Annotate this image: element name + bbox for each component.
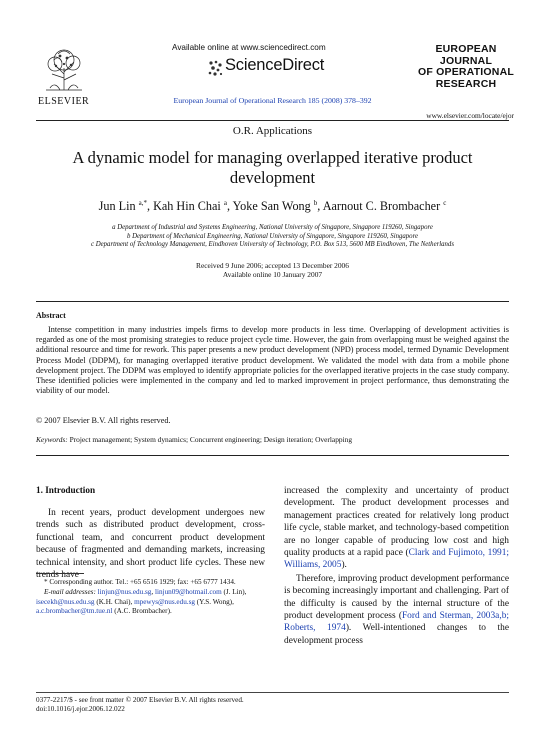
footer-divider (36, 692, 509, 693)
journal-name-line-2: JOURNAL (439, 54, 493, 67)
abstract-top-divider (36, 301, 509, 302)
email-owner-3: (Y.S. Wong), (196, 597, 234, 606)
intro-paragraph-1-text: In recent years, product development undergoes new trends such as distributed product development, cross-functional team, and concurrent product development because of fragmented and demanding markets, increasing technical intensity, and short product life cycles. These new trends have (36, 508, 265, 581)
email-link-5[interactable]: a.c.brombacher@tm.tue.nl (36, 607, 113, 616)
journal-name-line-1: EUROPEAN (435, 43, 497, 55)
intro-paragraph-1 (36, 507, 265, 581)
journal-url[interactable]: www.elsevier.com/locate/ejor (426, 111, 514, 120)
available-date: Available online 10 January 2007 (222, 270, 323, 279)
affiliation-c: c Department of Technology Management, Eindhoven University of Technology, P.O. Box 513, 5600 MB Eindhoven, The Netherlands (91, 241, 454, 249)
author-3[interactable]: Yoke San Wong $^b$ (232, 199, 318, 214)
affiliations (36, 224, 509, 250)
header-divider (36, 120, 509, 121)
col2-paragraph-2 (284, 573, 509, 647)
corresponding-author-note: * Corresponding author. Tel.: +65 6516 1929; fax: +65 6777 1434. (44, 578, 236, 586)
footnote-divider (36, 573, 84, 574)
author-1[interactable]: Jun Lin $^{a,*}$ (98, 199, 147, 214)
abstract-heading: Abstract (36, 311, 66, 320)
email-label: E-mail addresses: (44, 587, 96, 596)
journal-name-line-4: RESEARCH (435, 77, 497, 90)
abstract-text (36, 325, 509, 396)
email-link-1[interactable]: linjun@nus.edu.sg (97, 587, 152, 596)
page-footer (36, 696, 509, 715)
footnote (36, 578, 265, 617)
email-owner-4: (A.C. Brombacher). (114, 607, 172, 616)
col2-para-1-text-b: ). (341, 560, 347, 571)
journal-name-line-3: OF OPERATIONAL (418, 66, 514, 78)
affiliation-b: b Department of Mechanical Engineering, National University of Singapore, Singapore 119260, Singapore (127, 232, 418, 240)
elsevier-tree-logo (40, 44, 88, 92)
sciencedirect-wordmark: ScienceDirect (225, 56, 325, 74)
available-online-text: Available online at www.sciencedirect.com (172, 43, 326, 52)
sciencedirect-icon (207, 59, 223, 77)
article-title: A dynamic model for managing overlapped iterative product development (72, 148, 473, 187)
abstract-copyright: © 2007 Elsevier B.V. All rights reserved. (36, 416, 171, 425)
article-dates (36, 261, 509, 279)
citation-ford-roberts[interactable]: Ford and Sterman, 2003a,b; Roberts, 1974 (284, 611, 509, 634)
email-link-3[interactable]: isecekh@nus.edu.sg (36, 597, 95, 606)
affiliation-a: a Department of Industrial and Systems Engineering, National University of Singapore, Singapore 119260, Singapore (112, 224, 433, 231)
author-2[interactable]: Kah Hin Chai $^a$ (153, 199, 227, 214)
publisher-name: ELSEVIER (38, 96, 90, 107)
citation-clark-williams[interactable]: Clark and Fujimoto, 1991; Williams, 2005 (284, 548, 509, 571)
author-list: Jun Lin $^{a,*}$, Kah Hin Chai $^a$, Yoke San Wong $^b$, Aarnout C. Brombacher $^c$ (98, 199, 447, 214)
email-link-2[interactable]: linjun09@hotmail.com (154, 587, 222, 596)
abstract-bottom-divider (36, 455, 509, 456)
email-owner-2: (K.H. Chai), (96, 597, 133, 606)
received-date: Received 9 June 2006; accepted 13 December 2006 (196, 261, 349, 270)
section-label: O.R. Applications (232, 125, 313, 137)
journal-name (418, 44, 514, 90)
section-heading-introduction: 1. Introduction (36, 485, 96, 495)
keywords-line (36, 435, 509, 444)
col2-para-1-text-a: increased the complexity and uncertainty of product development. The product development processes and management practices created for relatively long product life cycle, stable market, and technology-based competition are no longer capable of producing low cost and high quality products at a rapid pace ( (284, 486, 509, 559)
abstract-body: Intense competition in many industries impels firms to develop more products in less time. Overlapping of development activities is regarded as one of the most promising strategies to reduce project cycle time. However, the gain from overlapping must be weighed against the additional resource and time for rework. This paper presents a new product development (NPD) process model, termed Dynamic Development Process Model (DDPM), for managing overlapped iterative product development. We validated the model with data from a mobile phone development project. The DDPM was employed to identify appropriate policies for the overlapped iterative projects in the case study company. These identified policies were implemented in the company and led to marked improvement in project performance, thus demonstrating the viability of our model. (36, 325, 509, 396)
keywords-text: Project management; System dynamics; Concurrent engineering; Design iteration; Overlapping (69, 435, 353, 444)
keywords-label: Keywords: (36, 435, 68, 444)
col2-para-2-text-a: Therefore, improving product development performance is becoming increasingly important and challenging. Part of the difficulty is caused by the internal structure of the product development process ( (284, 573, 509, 622)
doi-line[interactable]: doi:10.1016/j.ejor.2006.12.022 (36, 705, 125, 714)
body-column-right (284, 485, 509, 647)
email-link-4[interactable]: mpewys@nus.edu.sg (134, 597, 195, 606)
body-column-left (36, 485, 265, 581)
author-4[interactable]: Aarnout C. Brombacher $^c$ (322, 199, 447, 214)
issn-line: 0377-2217/$ - see front matter © 2007 Elsevier B.V. All rights reserved. (36, 696, 244, 704)
col2-paragraph-1 (284, 485, 509, 572)
email-owner-1: (J. Lin), (223, 587, 247, 596)
email-addresses: E-mail addresses: linjun@nus.edu.sg, linjun09@hotmail.com (J. Lin), isecekh@nus.edu.sg (K.H. Chai), mpewys@nus.edu.sg (Y.S. Wong), a.c.brombacher@tm.tue.nl (A.C. Brombacher). (36, 587, 247, 616)
journal-reference: European Journal of Operational Research 185 (2008) 378–392 (173, 96, 372, 105)
col2-para-2-text-b: ). Well-intentioned changes to the development process (284, 623, 509, 646)
